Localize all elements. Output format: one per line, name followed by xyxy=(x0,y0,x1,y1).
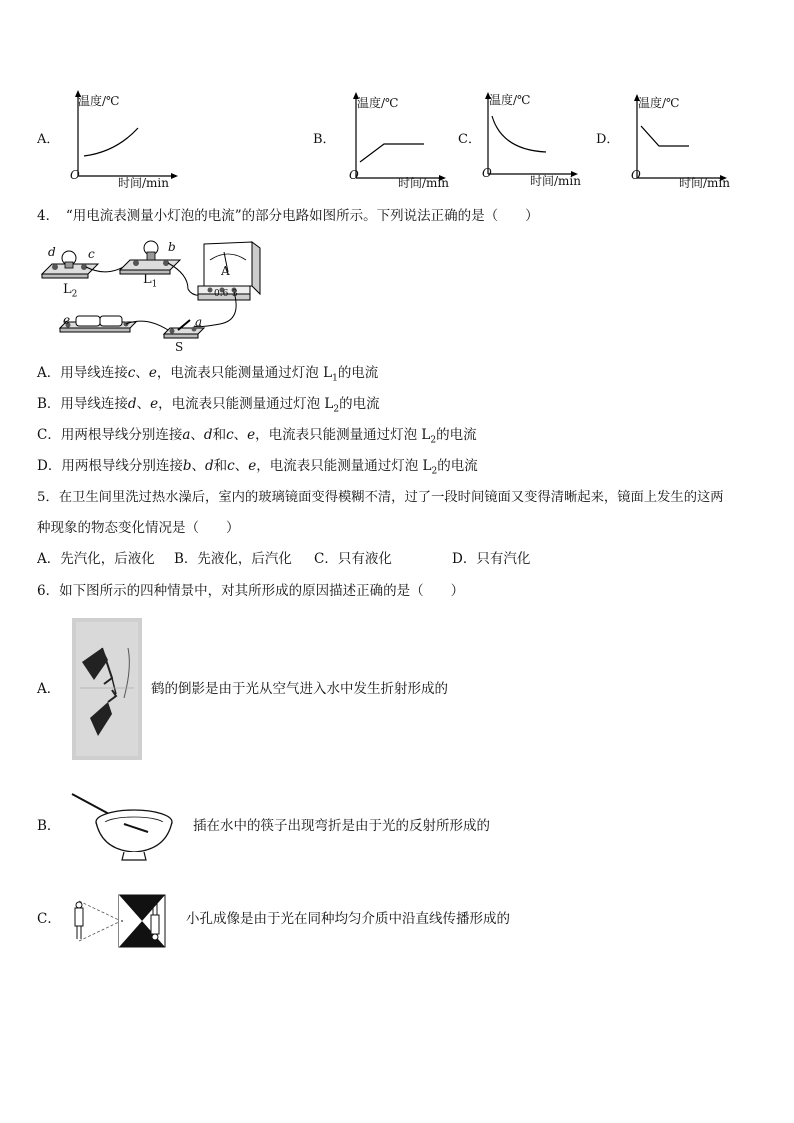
graph-c-origin: O xyxy=(482,166,492,180)
q4-b-pre: B．用导线连接 xyxy=(37,396,128,412)
q6-crane-reflection-image xyxy=(72,618,142,760)
graph-b-ylabel: 温度/℃ xyxy=(357,96,399,110)
graph-c-letter: C． xyxy=(458,132,481,147)
q4-c-v2: d xyxy=(203,427,213,443)
q4-option-b xyxy=(37,395,380,419)
q4-a-v2: e xyxy=(148,365,157,381)
graph-c-xlabel: 时间/min xyxy=(530,174,581,188)
q6-option-c-letter: C． xyxy=(37,911,61,927)
graph-a-ylabel: 温度/℃ xyxy=(78,94,120,108)
q4-c-pre: C．用两根导线分别连接 xyxy=(37,427,183,443)
q5-option-d: D．只有汽化 xyxy=(452,551,531,567)
graph-a-letter: A． xyxy=(37,132,60,147)
q4-d-v1: b xyxy=(182,458,192,474)
q4-label-L2-sub: 2 xyxy=(71,289,78,300)
q4-a-v1: c xyxy=(127,365,136,381)
q4-label-L1-sub: 1 xyxy=(151,279,158,290)
q4-label-b: b xyxy=(168,240,176,254)
q4-c-mid1: 、 xyxy=(190,427,204,443)
q6-stem: 6．如下图所示的四种情景中，对其所形成的原因描述正确的是（ ） xyxy=(37,583,465,599)
q4-c-mid2: 和 xyxy=(212,427,227,443)
q6-option-a-text: 鹤的倒影是由于光从空气进入水中发生折射形成的 xyxy=(151,681,448,697)
q4-a-mid1: 、 xyxy=(135,365,149,381)
q4-label-scale-06: 0.6 xyxy=(214,289,229,299)
q4-b-mid1: 、 xyxy=(136,396,151,412)
q4-label-scale-3: 3 xyxy=(232,289,238,299)
graph-b-origin: O xyxy=(349,168,359,182)
q4-d-sub: 2 xyxy=(431,466,438,477)
q6-option-a-letter: A． xyxy=(37,681,61,697)
graph-d-origin: O xyxy=(631,168,641,182)
q4-d-mid1: 、 xyxy=(191,458,205,474)
graph-d-xlabel: 时间/min xyxy=(679,176,730,190)
q4-option-d xyxy=(37,457,478,481)
q4-label-L2 xyxy=(63,282,77,300)
q4-stem: 4． “用电流表测量小灯泡的电流”的部分电路如图所示。下列说法正确的是（ ） xyxy=(37,208,539,224)
q4-d-end: 的电流 xyxy=(437,458,478,474)
graph-d-letter: D． xyxy=(596,132,620,147)
q4-c-post: ，电流表只能测量通过灯泡 L xyxy=(255,427,431,443)
graph-a-origin: O xyxy=(70,168,80,182)
q5-option-c: C．只有液化 xyxy=(314,551,392,567)
q4-a-sub: 1 xyxy=(332,373,338,384)
q5-option-a: A．先汽化，后液化 xyxy=(37,551,155,567)
q4-label-d: d xyxy=(48,245,56,259)
q6-option-c-text: 小孔成像是由于光在同种均匀介质中沿直线传播形成的 xyxy=(186,911,510,927)
q4-d-post: ，电流表只能测量通过灯泡 L xyxy=(256,458,432,474)
q4-a-end: 的电流 xyxy=(337,365,379,381)
q6-option-b-text: 插在水中的筷子出现弯折是由于光的反射所形成的 xyxy=(193,818,490,834)
q6-option-b-letter: B． xyxy=(37,818,61,834)
graph-d-ylabel: 温度/℃ xyxy=(638,96,680,110)
q4-b-v2: e xyxy=(150,396,159,412)
q6-pinhole-image xyxy=(67,893,167,949)
q4-c-end: 的电流 xyxy=(436,427,477,443)
q4-d-v3: c xyxy=(227,458,235,474)
q4-d-pre: D．用两根导线分别连接 xyxy=(37,458,183,474)
q4-label-ammeter: A xyxy=(221,264,230,278)
q4-d-mid2: 和 xyxy=(213,458,228,474)
q5-stem-line2: 种现象的物态变化情况是（ ） xyxy=(37,520,240,536)
q4-label-L1 xyxy=(143,272,157,290)
q4-b-post: ，电流表只能测量通过灯泡 L xyxy=(158,396,334,412)
q6-chopstick-bowl-image xyxy=(68,788,176,864)
q5-stem-line1: 5．在卫生间里洗过热水澡后，室内的玻璃镜面变得模糊不清，过了一段时间镜面又变得清晰起来，镜面上发生的这两 xyxy=(37,490,724,505)
q4-a-post: ，电流表只能测量通过灯泡 L xyxy=(156,365,333,381)
q4-label-e: e xyxy=(63,313,71,327)
q4-label-c: c xyxy=(88,247,95,261)
q4-a-pre: A．用导线连接 xyxy=(37,365,128,381)
q4-label-S: S xyxy=(175,340,184,354)
graph-a-xlabel: 时间/min xyxy=(118,176,169,190)
q4-c-mid3: 、 xyxy=(233,427,248,443)
q4-d-mid3: 、 xyxy=(234,458,249,474)
q4-option-c xyxy=(37,426,477,450)
q4-c-v4: e xyxy=(247,427,256,443)
graph-option-d xyxy=(0,80,794,190)
q4-b-sub: 2 xyxy=(333,404,340,415)
graph-c-ylabel: 温度/℃ xyxy=(489,93,531,107)
q4-b-v1: d xyxy=(127,396,137,412)
q4-label-L2-main: L xyxy=(63,282,72,297)
q4-option-a xyxy=(37,364,378,388)
graph-b-letter: B． xyxy=(313,132,336,147)
q4-d-v2: d xyxy=(204,458,214,474)
q4-label-L1-main: L xyxy=(143,272,152,287)
q4-d-v4: e xyxy=(248,458,257,474)
q4-c-sub: 2 xyxy=(430,435,437,446)
graph-b-xlabel: 时间/min xyxy=(398,176,449,190)
q4-c-v1: a xyxy=(182,427,191,443)
q5-option-b: B．先液化，后汽化 xyxy=(174,551,292,567)
q4-b-end: 的电流 xyxy=(339,396,380,412)
q4-label-a: a xyxy=(195,315,203,329)
q4-c-v3: c xyxy=(226,427,234,443)
